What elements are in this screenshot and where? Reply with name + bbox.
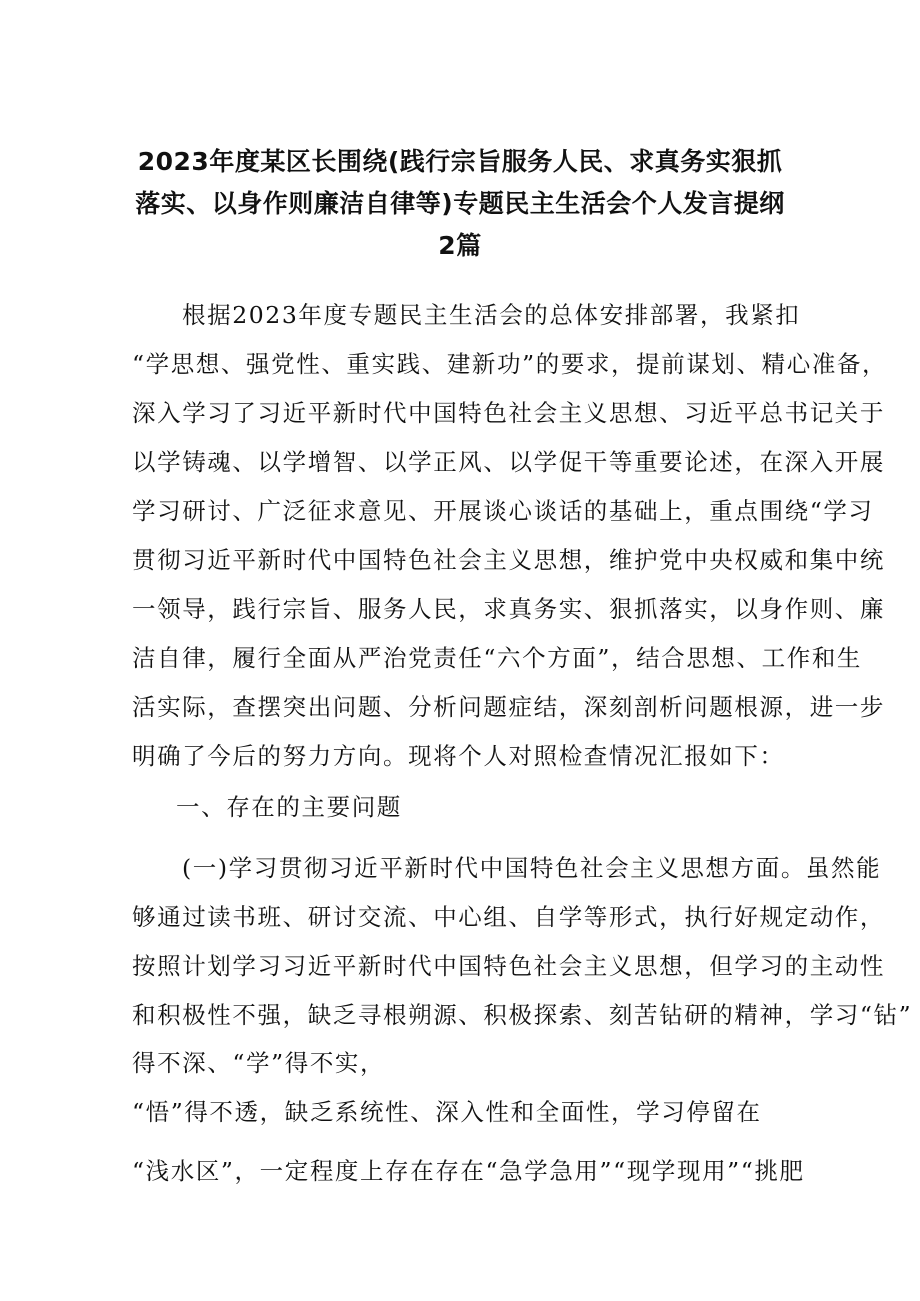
paragraph-line: “浅水区”，一定程度上存在存在“急学急用”“现学现用”“挑肥 <box>132 1157 805 1185</box>
intro-paragraph-line: 洁自律，履行全面从严治党责任“六个方面”，结合思想、工作和生 <box>132 644 863 672</box>
intro-paragraph-line: 深入学习了习近平新时代中国特色社会主义思想、习近平总书记关于 <box>132 399 885 427</box>
document-title-line-3: 2篇 <box>438 231 482 260</box>
paragraph-line: 够通过读书班、研讨交流、中心组、自学等形式，执行好规定动作， <box>132 903 885 931</box>
paragraph-line: (一)学习贯彻习近平新时代中国特色社会主义思想方面。虽然能 <box>182 854 882 882</box>
intro-paragraph-line: “学思想、强党性、重实践、建新功”的要求，提前谋划、精心准备， <box>132 350 888 378</box>
paragraph-line: 得不深、“学”得不实， <box>132 1049 386 1077</box>
intro-paragraph-line: 学习研讨、广泛征求意见、开展谈心谈话的基础上，重点围绕“学习 <box>132 497 874 525</box>
intro-paragraph-line: 活实际，查摆突出问题、分析问题症结，深刻剖析问题根源，进一步 <box>132 693 885 721</box>
paragraph-line: 和积极性不强，缺乏寻根朔源、积极探索、刻苦钻研的精神，学习“钻” <box>132 1001 913 1029</box>
section-heading: 一、存在的主要问题 <box>176 793 402 821</box>
intro-paragraph-line: 根据2023年度专题民主生活会的总体安排部署，我紧扣 <box>182 301 801 329</box>
intro-paragraph-line: 一领导，践行宗旨、服务人民，求真务实、狠抓落实，以身作则、廉 <box>132 595 885 623</box>
intro-paragraph-line: 贯彻习近平新时代中国特色社会主义思想，维护党中央权威和集中统 <box>132 546 885 574</box>
document-title-line-1: 2023年度某区长围绕(践行宗旨服务人民、求真务实狠抓 <box>137 147 783 176</box>
intro-paragraph-line: 以学铸魂、以学增智、以学正风、以学促干等重要论述，在深入开展 <box>132 448 885 476</box>
document-title-line-2: 落实、以身作则廉洁自律等)专题民主生活会个人发言提纲 <box>135 189 785 218</box>
paragraph-line: 按照计划学习习近平新时代中国特色社会主义思想，但学习的主动性 <box>132 952 885 980</box>
paragraph-line: “悟”得不透，缺乏系统性、深入性和全面性，学习停留在 <box>132 1098 762 1126</box>
intro-paragraph-line: 明确了今后的努力方向。现将个人对照检查情况汇报如下： <box>132 742 785 770</box>
